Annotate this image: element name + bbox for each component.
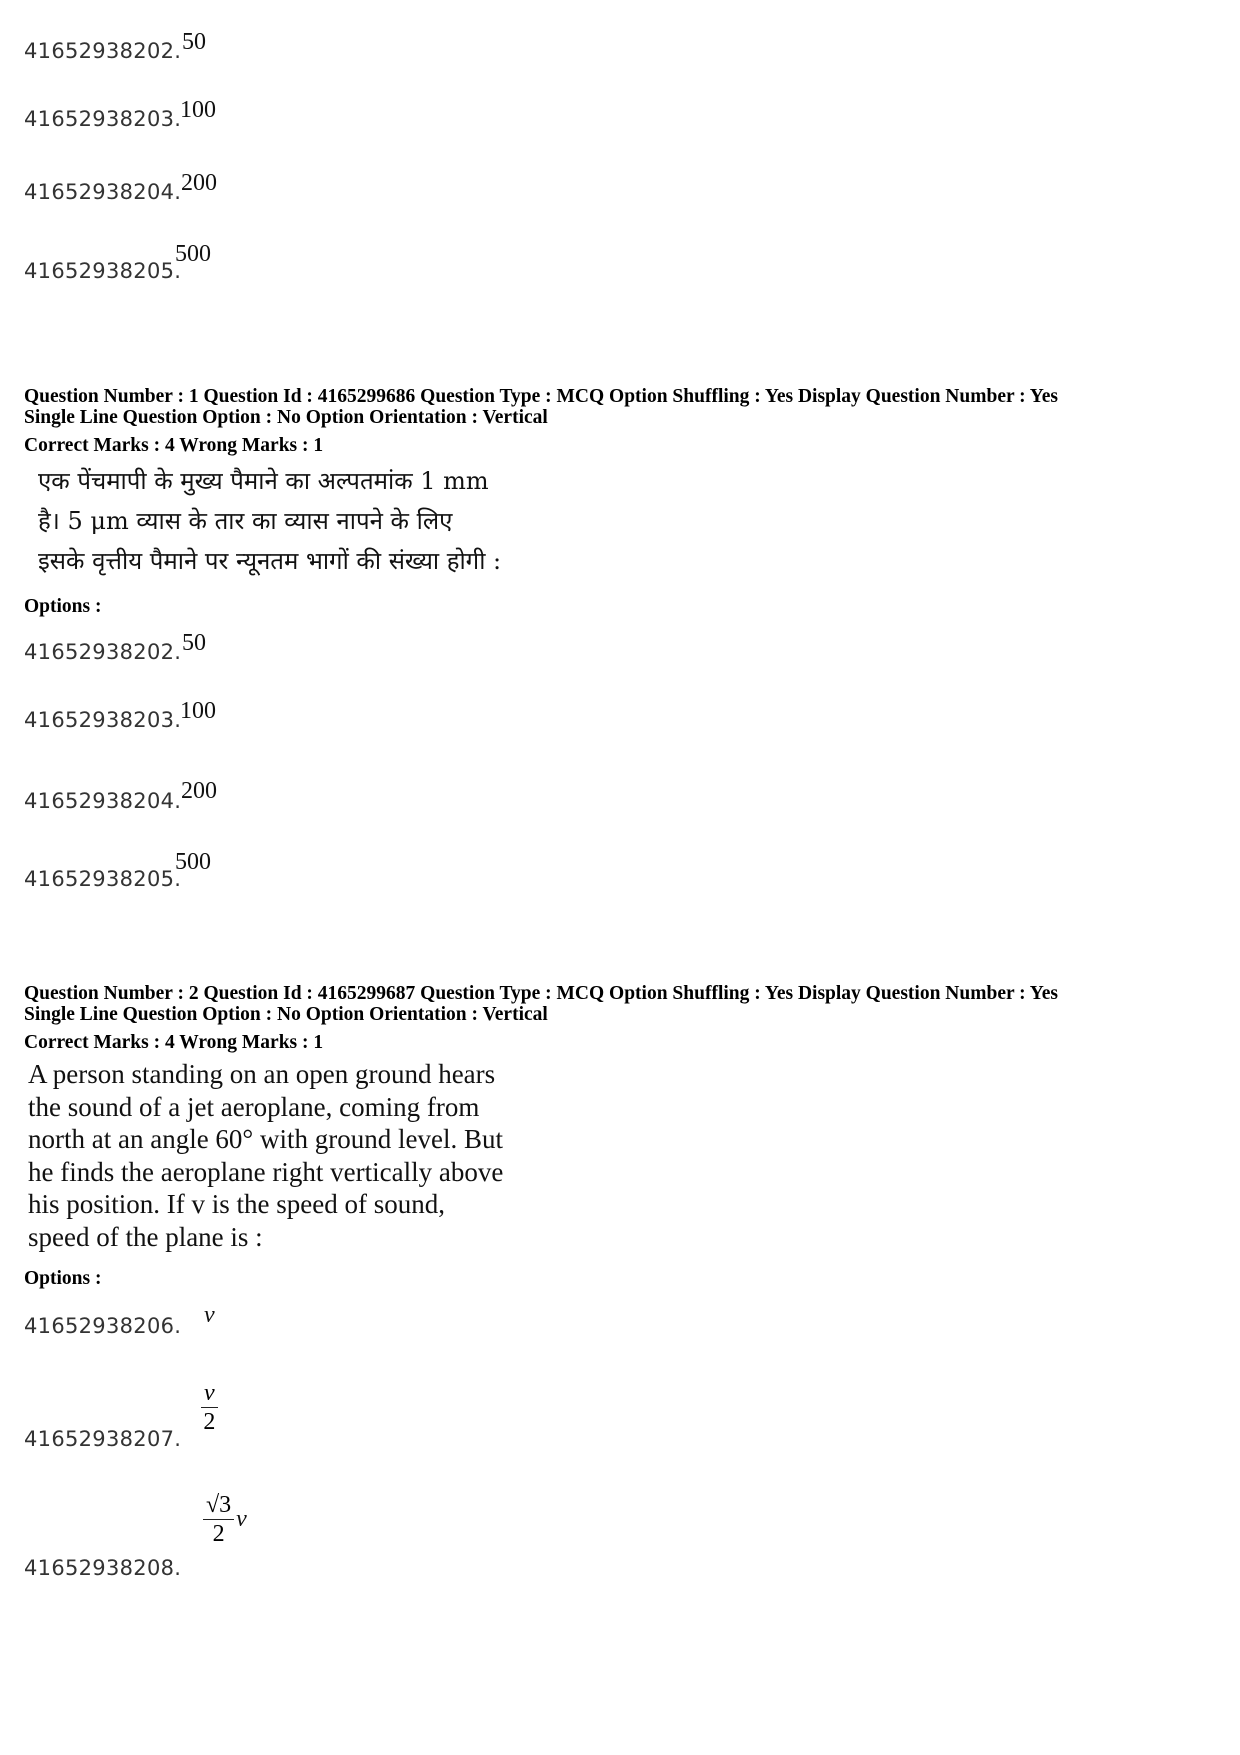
question-text-line: his position. If v is the speed of sound, xyxy=(28,1189,445,1219)
fraction-denominator: 2 xyxy=(203,1409,216,1435)
question-meta: Single Line Question Option : No Option Orientation : Vertical xyxy=(24,407,548,428)
option-id: 41652938205. xyxy=(24,259,182,283)
question-text xyxy=(38,461,501,581)
options-label: Options : xyxy=(24,596,102,617)
option-id: 41652938206. xyxy=(24,1314,182,1338)
fraction-numerator: v xyxy=(201,1381,218,1408)
question-text xyxy=(28,1058,503,1253)
option-id: 41652938208. xyxy=(24,1556,182,1580)
fraction-denominator: 2 xyxy=(212,1521,225,1547)
option-id: 41652938203. xyxy=(24,107,182,131)
question-meta: Single Line Question Option : No Option Orientation : Vertical xyxy=(24,1004,548,1025)
fraction-numerator: √3 xyxy=(203,1493,234,1520)
question-text-line: speed of the plane is : xyxy=(28,1221,263,1252)
question-text-line: the sound of a jet aeroplane, coming from xyxy=(28,1091,480,1122)
option-id: 41652938205. xyxy=(24,867,182,891)
question-marks: Correct Marks : 4 Wrong Marks : 1 xyxy=(24,435,324,456)
question-meta: Question Number : 1 Question Id : 4165299686 Question Type : MCQ Option Shuffling : Yes Display Question Number : Yes xyxy=(24,386,1058,407)
option-value-fraction xyxy=(201,1381,218,1434)
question-marks: Correct Marks : 4 Wrong Marks : 1 xyxy=(24,1032,324,1053)
question-text-line: है। 5 μm व्यास के तार का व्यास नापने के लिए xyxy=(38,507,453,535)
question-text-line: इसके वृत्तीय पैमाने पर न्यूनतम भागों की संख्या होगी : xyxy=(38,547,502,575)
question-text-line: एक पेंचमापी के मुख्य पैमाने का अल्पतमांक 1 mm xyxy=(38,467,489,495)
fraction-suffix: v xyxy=(236,1506,247,1532)
question-text-line: A person standing on an open ground hears xyxy=(28,1059,496,1089)
question-text-line: north at an angle 60° with ground level. But xyxy=(28,1124,503,1154)
question-text-line: he finds the aeroplane right vertically above xyxy=(28,1156,504,1187)
option-id: 41652938204. xyxy=(24,789,182,813)
option-value: 50 xyxy=(182,630,206,656)
option-id: 41652938204. xyxy=(24,180,182,204)
option-value: 500 xyxy=(175,849,211,875)
option-value: 100 xyxy=(180,97,216,123)
option-value-expression xyxy=(203,1493,247,1546)
question-meta: Question Number : 2 Question Id : 4165299687 Question Type : MCQ Option Shuffling : Yes Display Question Number : Yes xyxy=(24,983,1058,1004)
options-label: Options : xyxy=(24,1268,102,1289)
option-value: 200 xyxy=(181,170,217,196)
option-id: 41652938207. xyxy=(24,1427,182,1451)
option-value: 100 xyxy=(180,698,216,724)
option-value: 50 xyxy=(182,29,206,55)
option-value: 200 xyxy=(181,778,217,804)
option-id: 41652938203. xyxy=(24,708,182,732)
option-id: 41652938202. xyxy=(24,640,182,664)
option-id: 41652938202. xyxy=(24,39,182,63)
option-value-fraction xyxy=(203,1493,234,1546)
option-value: 500 xyxy=(175,241,211,267)
option-value: v xyxy=(204,1302,215,1328)
